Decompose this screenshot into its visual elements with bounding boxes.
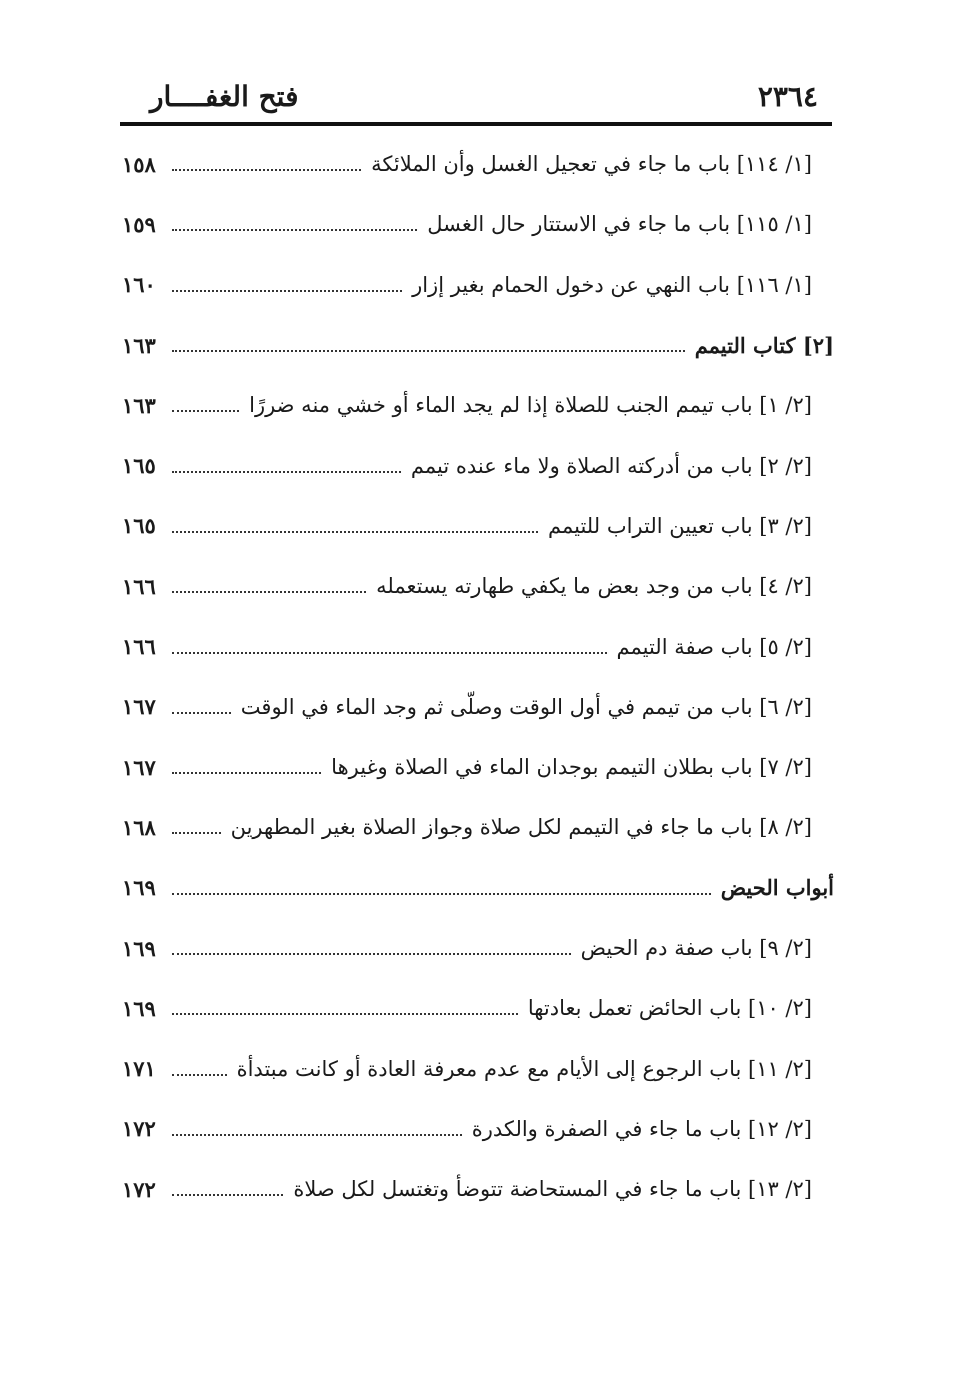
header-rule	[120, 122, 832, 126]
toc-entry-title: [٢/ ١٢] باب ما جاء في الصفرة والكدرة	[471, 1116, 812, 1141]
dot-leader	[172, 471, 401, 473]
toc-entry	[122, 255, 812, 315]
toc-entry-page: ١٦٣	[122, 332, 156, 358]
toc-entry-title: [٢/ ١١] باب الرجوع إلى الأيام مع عدم معرفة العادة أو كانت مبتدأة	[236, 1056, 812, 1081]
toc-entry	[122, 1159, 812, 1219]
dot-leader	[172, 772, 321, 774]
page-number: ٢٣٦٤	[757, 80, 818, 113]
toc-entry	[122, 677, 812, 737]
toc-entry	[122, 1099, 812, 1159]
toc-entry-page: ١٦٧	[122, 754, 156, 780]
dot-leader	[172, 350, 685, 352]
dot-leader	[172, 290, 402, 292]
dot-leader	[172, 832, 221, 834]
toc-entry-page: ١٧١	[122, 1056, 156, 1082]
toc-entry	[122, 797, 812, 857]
dot-leader	[172, 1194, 283, 1196]
toc-entry-title: [٢/ ٥] باب صفة التيمم	[616, 634, 812, 659]
toc-entry-title: [٢/ ٤] باب من وجد بعض ما يكفي طهارته يستعمله	[376, 574, 812, 599]
toc-entry	[122, 435, 812, 495]
toc-entry-title: [٢/ ٢] باب من أدركته الصلاة ولا ماء عنده تيمم	[410, 453, 812, 478]
toc-entry-title: [٢/ ١٠] باب الحائض تعمل بعادتها	[527, 996, 812, 1021]
toc-entry-title: [١/ ١١٥] باب ما جاء في الاستتار حال الغسل	[427, 212, 812, 237]
dot-leader	[172, 1013, 518, 1015]
toc-entry-title: [٢/ ١] باب تيمم الجنب للصلاة إذا لم يجد الماء أو خشي منه ضررًا	[249, 393, 812, 418]
dot-leader	[172, 1074, 227, 1076]
toc-entry-page: ١٦٥	[122, 453, 156, 479]
toc-entry-page: ١٧٢	[122, 1116, 156, 1142]
toc-entry-title: [٢/ ١٣] باب ما جاء في المستحاضة تتوضأ وتغتسل لكل صلاة	[293, 1177, 812, 1202]
toc-entry	[122, 978, 812, 1038]
toc-entry-page: ١٥٨	[122, 151, 156, 177]
toc-entry-page: ١٦٩	[122, 935, 156, 961]
toc-heading	[122, 858, 834, 918]
toc-entry-title: [٢/ ٣] باب تعيين التراب للتيمم	[548, 513, 812, 538]
toc-entry-title: أبواب الحيض	[720, 875, 834, 901]
toc-entry-page: ١٦٠	[122, 272, 156, 298]
dot-leader	[172, 893, 711, 895]
dot-leader	[172, 229, 417, 231]
dot-leader	[172, 591, 366, 593]
toc-entry-page: ١٦٣	[122, 392, 156, 418]
dot-leader	[172, 652, 607, 654]
toc-entry-page: ١٥٩	[122, 211, 156, 237]
toc-entry-title: [١/ ١١٤] باب ما جاء في تعجيل الغسل وأن الملائكة	[371, 152, 812, 177]
toc-entry-page: ١٧٢	[122, 1176, 156, 1202]
toc-entry-title: [٢] كتاب التيمم	[694, 332, 834, 358]
toc-entry	[122, 918, 812, 978]
toc-entry-title: [٢/ ٦] باب من تيمم في أول الوقت وصلّى ثم وجد الماء في الوقت	[240, 694, 812, 719]
toc-entry	[122, 1038, 812, 1098]
toc-entry	[122, 556, 812, 616]
toc-entry	[122, 737, 812, 797]
dot-leader	[172, 953, 571, 955]
toc-entry	[122, 616, 812, 676]
toc-entry-page: ١٦٧	[122, 694, 156, 720]
toc-entry-title: [٢/ ٩] باب صفة دم الحيض	[580, 936, 812, 960]
toc-entry-title: [٢/ ٧] باب بطلان التيمم بوجدان الماء في الصلاة وغيرها	[331, 755, 812, 780]
toc-entry-title: [١/ ١١٦] باب النهي عن دخول الحمام بغير إزار	[412, 272, 812, 297]
toc-entry-page: ١٦٩	[122, 875, 156, 901]
running-header	[120, 70, 832, 124]
toc-entry-page: ١٦٨	[122, 814, 156, 840]
table-of-contents	[122, 134, 834, 1219]
toc-entry	[122, 194, 812, 254]
toc-entry-page: ١٦٦	[122, 634, 156, 660]
toc-entry-title: [٢/ ٨] باب ما جاء في التيمم لكل صلاة وجواز الصلاة بغير المطهرين	[230, 815, 812, 840]
dot-leader	[172, 169, 361, 171]
dot-leader	[172, 1134, 462, 1136]
dot-leader	[172, 410, 239, 412]
toc-entry	[122, 496, 812, 556]
toc-entry-page: ١٦٦	[122, 573, 156, 599]
book-title: فتح الغفــــار	[150, 80, 299, 113]
dot-leader	[172, 712, 231, 714]
toc-entry	[122, 134, 812, 194]
toc-entry	[122, 375, 812, 435]
dot-leader	[172, 531, 538, 533]
toc-entry-page: ١٦٥	[122, 513, 156, 539]
toc-heading	[122, 315, 834, 375]
toc-entry-page: ١٦٩	[122, 995, 156, 1021]
